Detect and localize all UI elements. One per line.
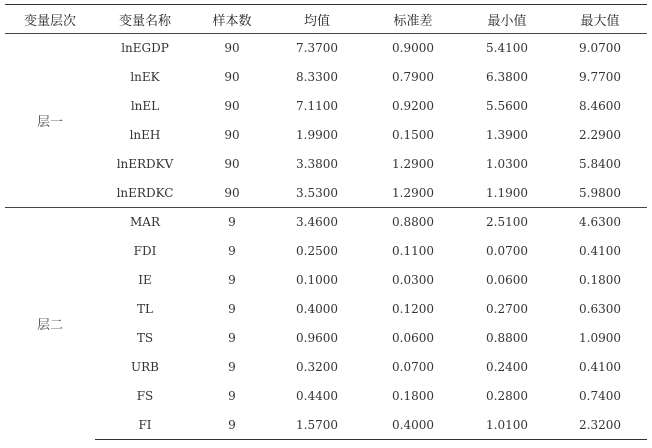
max-cell: 0.4100 (579, 360, 621, 374)
std-dev-cell: 0.1100 (392, 244, 434, 258)
mean-cell: 0.4400 (296, 389, 338, 403)
min-cell: 1.1900 (486, 185, 528, 200)
mean-cell: 1.5700 (269, 411, 365, 440)
mean-cell: 8.3300 (296, 70, 338, 84)
sample-size-cell: 9 (195, 208, 269, 237)
min-cell: 2.5100 (461, 208, 553, 237)
min-cell: 5.4100 (461, 34, 553, 63)
table-row (5, 295, 647, 324)
mean-cell: 7.1100 (296, 99, 338, 113)
min-cell: 0.2700 (486, 302, 528, 316)
variable-name-cell: TS (136, 331, 154, 345)
header-mean: 均值 (269, 5, 365, 34)
std-dev-cell: 0.9000 (365, 34, 461, 63)
std-dev-cell: 0.8800 (365, 208, 461, 237)
header-max: 最大值 (553, 5, 647, 34)
std-dev-cell: 0.1200 (392, 302, 434, 316)
max-cell: 8.4600 (579, 99, 621, 113)
variable-name-cell: lnEH (129, 128, 161, 142)
min-cell: 1.3900 (486, 128, 528, 142)
variable-name-cell: lnERDKC (116, 185, 174, 200)
std-dev-cell: 1.2900 (392, 185, 434, 200)
table-row (5, 208, 647, 237)
table-row (5, 92, 647, 121)
variable-name-cell: URB (131, 360, 159, 374)
std-dev-cell: 0.0300 (392, 273, 434, 287)
table-row (5, 237, 647, 266)
max-cell: 5.9800 (579, 185, 621, 200)
table-row (5, 266, 647, 295)
min-cell: 0.0600 (486, 273, 528, 287)
sample-size-cell: 90 (224, 70, 240, 84)
table-body (5, 34, 647, 440)
mean-cell: 3.5300 (296, 185, 338, 200)
variable-name-cell: IE (138, 273, 152, 287)
sample-size-cell: 9 (228, 244, 236, 258)
sample-size-cell: 9 (228, 302, 236, 316)
std-dev-cell: 0.7900 (392, 70, 434, 84)
sample-size-cell: 9 (228, 389, 236, 403)
min-cell: 1.0300 (486, 157, 528, 171)
mean-cell: 0.4000 (296, 302, 338, 316)
variable-name-cell: lnERDKV (116, 157, 174, 171)
table-row (5, 34, 647, 63)
std-dev-cell: 1.2900 (392, 157, 434, 171)
min-cell: 0.2400 (486, 360, 528, 374)
sample-size-cell: 9 (195, 411, 269, 440)
table-header (5, 5, 647, 34)
sample-size-cell: 9 (228, 273, 236, 287)
table-row (5, 411, 647, 440)
sample-size-cell: 90 (224, 157, 240, 171)
table-row (5, 382, 647, 411)
mean-cell: 0.3200 (296, 360, 338, 374)
sample-size-cell: 90 (224, 99, 240, 113)
table-row (5, 63, 647, 92)
mean-cell: 7.3700 (269, 34, 365, 63)
max-cell: 9.7700 (579, 70, 621, 84)
layer-cell: 层二 (5, 208, 95, 440)
mean-cell: 0.2500 (296, 244, 338, 258)
min-cell: 0.2800 (486, 389, 528, 403)
max-cell: 2.2900 (579, 128, 621, 142)
header-variable-level: 变量层次 (5, 5, 95, 34)
layer-cell: 层一 (5, 34, 95, 208)
sample-size-cell: 9 (228, 360, 236, 374)
std-dev-cell: 0.1800 (392, 389, 434, 403)
std-dev-cell: 0.1500 (392, 128, 434, 142)
header-sample-size: 样本数 (195, 5, 269, 34)
sample-size-cell: 90 (195, 34, 269, 63)
statistics-table (5, 4, 647, 440)
variable-name-cell: FDI (133, 244, 157, 258)
table-row (5, 150, 647, 179)
header-variable-name: 变量名称 (95, 5, 195, 34)
max-cell: 2.3200 (553, 411, 647, 440)
max-cell: 0.4100 (579, 244, 621, 258)
mean-cell: 3.4600 (269, 208, 365, 237)
std-dev-cell: 0.4000 (365, 411, 461, 440)
min-cell: 6.3800 (486, 70, 528, 84)
mean-cell: 0.9600 (296, 331, 338, 345)
sample-size-cell: 90 (224, 185, 240, 200)
mean-cell: 3.3800 (296, 157, 338, 171)
variable-name-cell: FI (95, 411, 195, 440)
max-cell: 5.8400 (579, 157, 621, 171)
header-min: 最小值 (461, 5, 553, 34)
variable-name-cell: lnEK (130, 70, 160, 84)
min-cell: 0.0700 (486, 244, 528, 258)
variable-name-cell: MAR (95, 208, 195, 237)
mean-cell: 0.1000 (296, 273, 338, 287)
header-std-dev: 标准差 (365, 5, 461, 34)
max-cell: 0.6300 (579, 302, 621, 316)
variable-name-cell: lnEGDP (95, 34, 195, 63)
variable-name-cell: FS (136, 389, 154, 403)
sample-size-cell: 9 (228, 331, 236, 345)
max-cell: 4.6300 (553, 208, 647, 237)
table-row (5, 121, 647, 150)
std-dev-cell: 0.0600 (392, 331, 434, 345)
std-dev-cell: 0.0700 (392, 360, 434, 374)
table-row (5, 353, 647, 382)
max-cell: 1.0900 (579, 331, 621, 345)
table-row (5, 179, 647, 208)
header-row (5, 5, 647, 34)
sample-size-cell: 90 (224, 128, 240, 142)
mean-cell: 1.9900 (296, 128, 338, 142)
min-cell: 5.5600 (486, 99, 528, 113)
table-row (5, 324, 647, 353)
max-cell: 0.7400 (579, 389, 621, 403)
variable-name-cell: TL (137, 302, 153, 316)
max-cell: 0.1800 (579, 273, 621, 287)
max-cell: 9.0700 (553, 34, 647, 63)
min-cell: 0.8800 (486, 331, 528, 345)
std-dev-cell: 0.9200 (392, 99, 434, 113)
variable-name-cell: lnEL (130, 99, 160, 113)
min-cell: 1.0100 (461, 411, 553, 440)
